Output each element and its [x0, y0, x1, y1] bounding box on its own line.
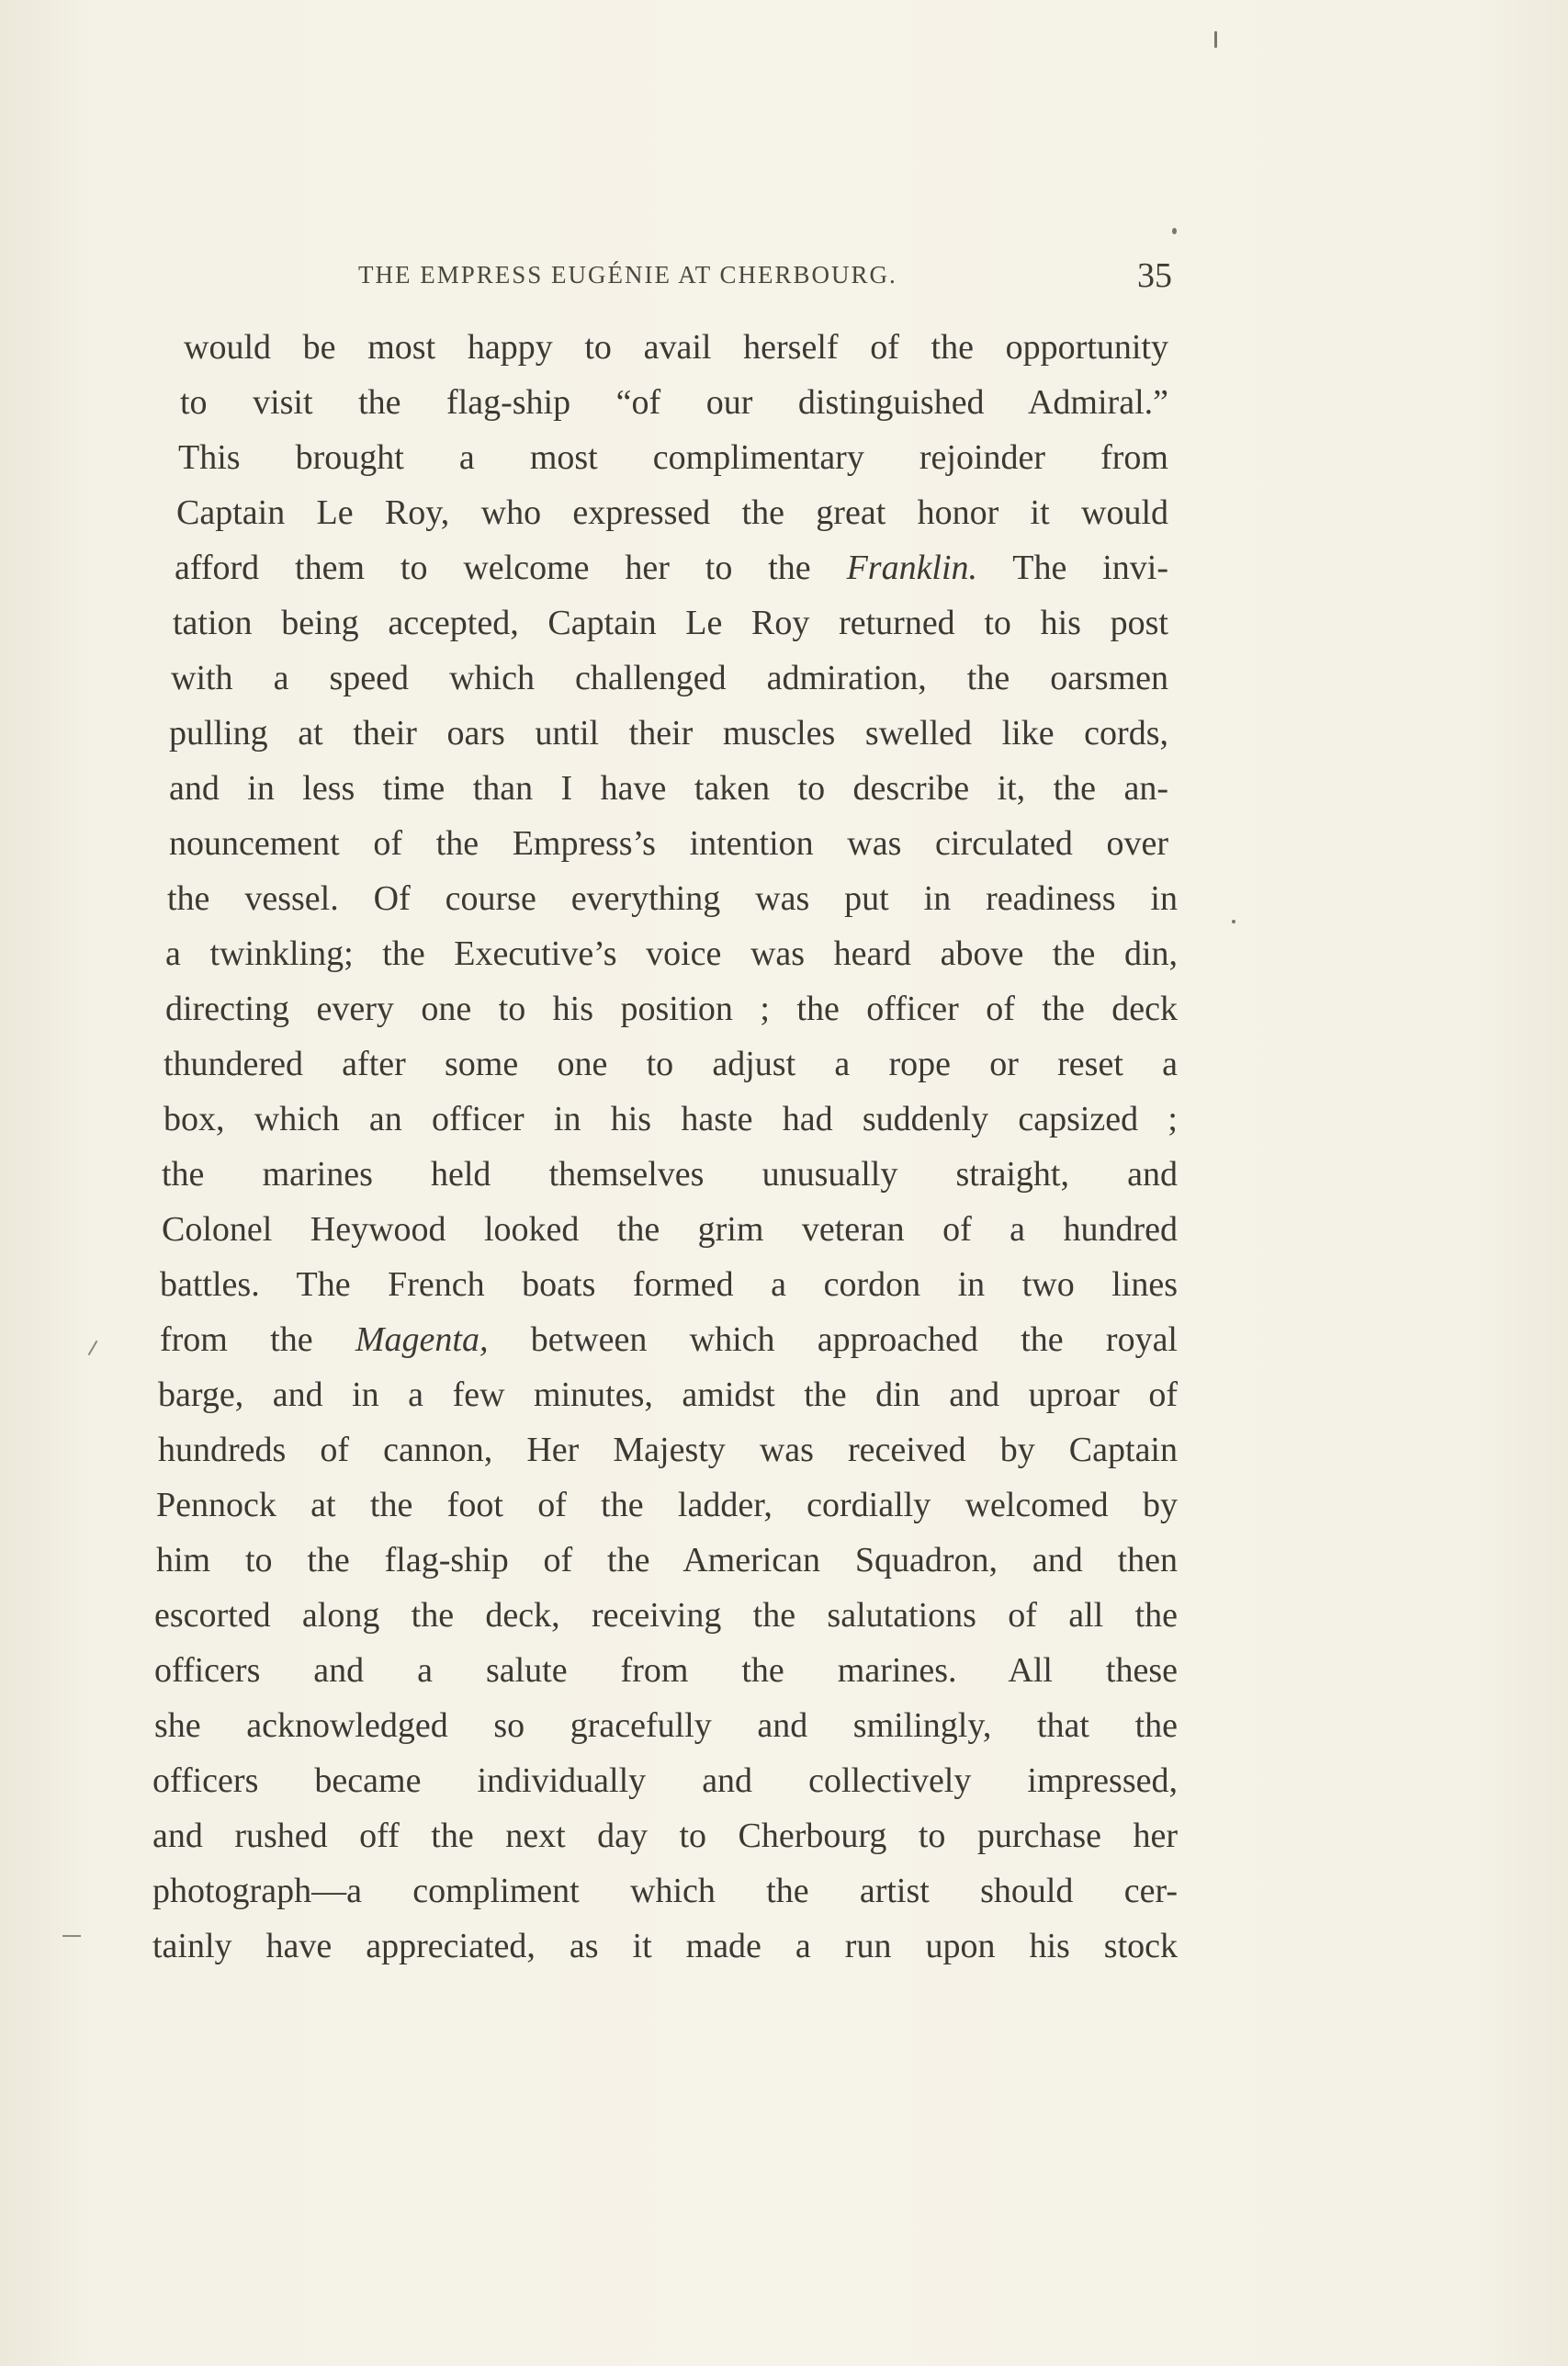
text-line	[178, 430, 1168, 485]
text-line-content: tation being accepted, Captain Le Roy returned to his post	[173, 604, 1168, 642]
text-line	[175, 540, 1168, 595]
text-line	[160, 1312, 1178, 1367]
text-line	[158, 1367, 1178, 1422]
text-line	[160, 1257, 1178, 1312]
text-line	[164, 1092, 1178, 1147]
text-line	[154, 1588, 1178, 1643]
text-line-content: the vessel. Of course everything was put in readiness in	[167, 879, 1178, 918]
text-line	[169, 706, 1168, 761]
running-head	[358, 255, 1185, 295]
page-speck	[1232, 920, 1235, 923]
text-line-content: with a speed which challenged admiration, the oarsmen	[171, 659, 1168, 697]
text-line-content: afford them to welcome her to the	[175, 549, 847, 587]
text-line-content: she acknowledged so gracefully and smilingly, that the	[154, 1706, 1178, 1745]
text-line	[167, 871, 1178, 926]
text-line-content: barge, and in a few minutes, amidst the din and uproar of	[158, 1375, 1178, 1414]
text-line-content: the marines held themselves unusually straight, and	[162, 1155, 1178, 1194]
text-line-content: hundreds of cannon, Her Majesty was received by Captain	[158, 1431, 1178, 1469]
text-line	[165, 981, 1178, 1036]
text-line-content: officers became individually and collectively impressed,	[152, 1761, 1178, 1800]
text-line	[164, 1036, 1178, 1092]
text-line-content: Colonel Heywood looked the grim veteran of a hundred	[162, 1210, 1178, 1249]
text-line-content: from the	[160, 1320, 355, 1359]
text-line	[169, 816, 1168, 871]
margin-mark	[62, 1935, 81, 1937]
text-line	[180, 375, 1168, 430]
ship-name: Magenta,	[355, 1320, 489, 1359]
text-line-content: Pennock at the foot of the ladder, cordially welcomed by	[156, 1486, 1178, 1524]
text-line	[152, 1863, 1178, 1919]
text-line-content: Captain Le Roy, who expressed the great honor it would	[176, 493, 1168, 532]
text-line-content: The invi-	[977, 549, 1168, 587]
running-title: THE EMPRESS EUGÉNIE AT CHERBOURG.	[358, 261, 897, 289]
text-line-content: tainly have appreciated, as it made a run upon his stock	[152, 1927, 1178, 1965]
text-line	[156, 1477, 1178, 1533]
page-speck	[1214, 31, 1217, 48]
page-number: 35	[1137, 256, 1172, 295]
text-line-content: escorted along the deck, receiving the salutations of all the	[154, 1596, 1178, 1635]
text-line	[156, 1533, 1178, 1588]
text-line	[154, 1643, 1178, 1698]
page-speck	[1172, 228, 1177, 234]
text-line	[171, 651, 1168, 706]
text-line	[162, 1202, 1178, 1257]
text-line	[184, 320, 1168, 375]
text-line	[158, 1422, 1178, 1477]
text-line-content: photograph—a compliment which the artist should cer-	[152, 1872, 1178, 1910]
text-line	[173, 595, 1168, 651]
text-line-content: and in less time than I have taken to describe it, the an-	[169, 769, 1168, 808]
text-line-content: officers and a salute from the marines. All these	[154, 1651, 1178, 1690]
margin-mark	[88, 1341, 98, 1356]
text-line-content: would be most happy to avail herself of the opportunity	[184, 328, 1168, 367]
text-line-content: This brought a most complimentary rejoinder from	[178, 438, 1168, 477]
text-line-content: between which approached the royal	[488, 1320, 1178, 1359]
text-line-content: to visit the flag-ship “of our distinguished Admiral.”	[180, 383, 1168, 422]
text-line-content: box, which an officer in his haste had suddenly capsized ;	[164, 1100, 1178, 1138]
text-line	[152, 1808, 1178, 1863]
text-line	[162, 1147, 1178, 1202]
text-line	[154, 1698, 1178, 1753]
text-line-content: him to the flag-ship of the American Squadron, and then	[156, 1541, 1178, 1579]
text-line-content: directing every one to his position ; the officer of the deck	[165, 990, 1178, 1028]
text-line-content: pulling at their oars until their muscles swelled like cords,	[169, 714, 1168, 753]
text-line-content: nouncement of the Empress’s intention was circulated over	[169, 824, 1168, 863]
text-line	[152, 1919, 1178, 1974]
text-line-content: battles. The French boats formed a cordon in two lines	[160, 1265, 1178, 1304]
text-line	[169, 761, 1168, 816]
text-line	[165, 926, 1178, 981]
text-line	[152, 1753, 1178, 1808]
text-line-content: thundered after some one to adjust a rope or reset a	[164, 1045, 1178, 1083]
body-text	[152, 320, 1178, 1974]
ship-name: Franklin.	[846, 549, 978, 587]
text-line	[176, 485, 1168, 540]
text-line-content: a twinkling; the Executive’s voice was heard above the din,	[165, 934, 1178, 973]
text-line-content: and rushed off the next day to Cherbourg to purchase her	[152, 1817, 1178, 1855]
